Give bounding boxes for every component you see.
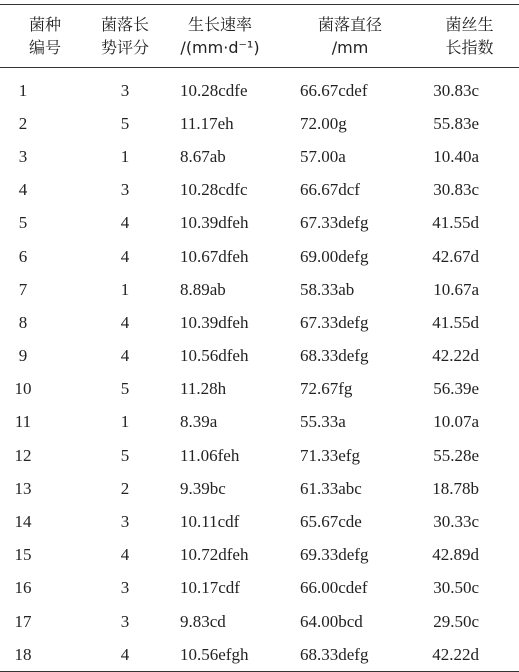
header-colony-diameter xyxy=(280,5,420,68)
cell-growth-index: 18.78b xyxy=(432,478,479,498)
cell-strain-number: 17 xyxy=(14,611,32,631)
header-line: 编号 xyxy=(28,38,61,57)
header-line: 菌种 xyxy=(28,15,61,34)
cell-growth-rate: 8.89ab xyxy=(180,279,226,299)
header-mycelial-growth-index xyxy=(420,5,519,68)
table-row xyxy=(0,539,519,572)
cell-vigor-score: 5 xyxy=(120,379,130,399)
cell-vigor-score: 2 xyxy=(120,478,130,498)
cell-growth-rate: 11.06feh xyxy=(180,445,240,465)
cell-vigor-score: 1 xyxy=(120,279,130,299)
cell-colony-diameter: 66.67dcf xyxy=(300,180,360,200)
cell-growth-rate: 10.39dfeh xyxy=(180,213,249,233)
table-row xyxy=(0,605,519,638)
cell-growth-rate: 10.39dfeh xyxy=(180,312,249,332)
cell-colony-diameter: 67.33defg xyxy=(300,213,369,233)
cell-growth-rate: 10.56dfeh xyxy=(180,346,249,366)
header-line: /mm xyxy=(331,38,369,57)
cell-strain-number: 1 xyxy=(18,80,28,100)
cell-strain-number: 9 xyxy=(18,346,28,366)
cell-colony-diameter: 71.33efg xyxy=(300,445,360,465)
cell-colony-diameter: 72.00g xyxy=(300,113,347,133)
table-row xyxy=(0,373,519,406)
table-row xyxy=(0,505,519,538)
cell-colony-diameter: 58.33ab xyxy=(300,279,355,299)
cell-growth-rate: 10.11cdf xyxy=(180,512,240,532)
cell-colony-diameter: 66.00cdef xyxy=(300,578,368,598)
cell-growth-index: 30.83c xyxy=(433,80,479,100)
cell-growth-index: 30.83c xyxy=(433,180,479,200)
table-row xyxy=(0,306,519,339)
cell-growth-rate: 10.72dfeh xyxy=(180,545,249,565)
cell-growth-rate: 10.28cdfc xyxy=(180,180,248,200)
cell-colony-diameter: 68.33defg xyxy=(300,346,369,366)
cell-growth-index: 10.07a xyxy=(433,412,479,432)
cell-strain-number: 5 xyxy=(18,213,28,233)
cell-vigor-score: 4 xyxy=(120,213,130,233)
cell-growth-index: 29.50c xyxy=(433,611,479,631)
table-row xyxy=(0,240,519,273)
cell-growth-rate: 10.17cdf xyxy=(180,578,240,598)
cell-strain-number: 13 xyxy=(14,478,32,498)
header-line: 菌落直径 xyxy=(317,15,382,34)
table-row xyxy=(0,273,519,306)
cell-colony-diameter: 68.33defg xyxy=(280,638,420,672)
cell-growth-rate: 10.56efgh xyxy=(160,638,280,672)
header-line: 生长速率 xyxy=(187,15,252,34)
table-row xyxy=(0,406,519,439)
cell-strain-number: 14 xyxy=(14,512,32,532)
header-line: 势评分 xyxy=(100,38,149,57)
cell-growth-index: 41.55d xyxy=(432,312,479,332)
table-row xyxy=(0,140,519,173)
cell-growth-index: 41.55d xyxy=(432,213,479,233)
table-header xyxy=(0,5,519,68)
cell-strain-number: 4 xyxy=(18,180,28,200)
table-row xyxy=(0,472,519,505)
cell-strain-number: 15 xyxy=(14,545,32,565)
cell-vigor-score: 5 xyxy=(120,113,130,133)
cell-strain-number: 11 xyxy=(14,412,32,432)
table-row xyxy=(0,68,519,108)
cell-strain-number: 2 xyxy=(18,113,28,133)
cell-colony-diameter: 61.33abc xyxy=(300,478,362,498)
cell-growth-index: 30.33c xyxy=(433,512,479,532)
cell-colony-diameter: 65.67cde xyxy=(300,512,362,532)
cell-growth-index: 42.22d xyxy=(432,346,479,366)
cell-colony-diameter: 64.00bcd xyxy=(300,611,363,631)
cell-growth-rate: 9.39bc xyxy=(180,478,226,498)
cell-colony-diameter: 72.67fg xyxy=(300,379,353,399)
cell-colony-diameter: 69.00defg xyxy=(300,246,369,266)
header-colony-vigor-score xyxy=(90,5,160,68)
header-line: 长指数 xyxy=(445,38,494,57)
strain-growth-table xyxy=(0,4,519,672)
cell-vigor-score: 4 xyxy=(120,246,130,266)
header-row xyxy=(0,5,519,68)
cell-strain-number: 6 xyxy=(18,246,28,266)
cell-growth-rate: 10.28cdfe xyxy=(180,80,248,100)
table-row xyxy=(0,174,519,207)
table-row xyxy=(0,207,519,240)
cell-vigor-score: 1 xyxy=(120,146,130,166)
cell-colony-diameter: 66.67cdef xyxy=(300,80,368,100)
cell-growth-rate: 11.17eh xyxy=(180,113,234,133)
cell-growth-rate: 8.39a xyxy=(180,412,218,432)
cell-growth-index: 56.39e xyxy=(433,379,479,399)
cell-growth-index: 30.50c xyxy=(433,578,479,598)
cell-vigor-score: 4 xyxy=(120,312,130,332)
cell-growth-index: 42.67d xyxy=(432,246,479,266)
cell-growth-index: 42.89d xyxy=(432,545,479,565)
cell-growth-rate: 8.67ab xyxy=(180,146,226,166)
cell-vigor-score: 4 xyxy=(120,545,130,565)
cell-strain-number: 16 xyxy=(14,578,32,598)
table-row xyxy=(0,107,519,140)
cell-strain-number: 10 xyxy=(14,379,32,399)
cell-growth-index: 42.22d xyxy=(420,638,519,672)
cell-vigor-score: 4 xyxy=(90,638,160,672)
cell-growth-index: 10.67a xyxy=(433,279,479,299)
cell-colony-diameter: 55.33a xyxy=(300,412,346,432)
table-body xyxy=(0,68,519,672)
table-row xyxy=(0,572,519,605)
cell-colony-diameter: 67.33defg xyxy=(300,312,369,332)
cell-growth-index: 55.83e xyxy=(433,113,479,133)
cell-growth-index: 10.40a xyxy=(433,146,479,166)
cell-strain-number: 12 xyxy=(14,445,32,465)
cell-colony-diameter: 57.00a xyxy=(300,146,346,166)
cell-growth-rate: 9.83cd xyxy=(180,611,226,631)
cell-strain-number: 18 xyxy=(0,638,90,672)
cell-strain-number: 3 xyxy=(18,146,28,166)
table-row xyxy=(0,439,519,472)
cell-vigor-score: 3 xyxy=(120,180,130,200)
cell-vigor-score: 3 xyxy=(120,512,130,532)
header-line: 菌丝生 xyxy=(445,15,494,34)
cell-growth-index: 55.28e xyxy=(433,445,479,465)
header-strain-number xyxy=(0,5,90,68)
cell-vigor-score: 5 xyxy=(120,445,130,465)
cell-vigor-score: 3 xyxy=(120,611,130,631)
cell-vigor-score: 1 xyxy=(120,412,130,432)
cell-colony-diameter: 69.33defg xyxy=(300,545,369,565)
header-line: /(mm·d⁻¹) xyxy=(180,38,260,57)
cell-strain-number: 8 xyxy=(18,312,28,332)
table-row xyxy=(0,340,519,373)
header-line: 菌落长 xyxy=(100,15,149,34)
header-growth-rate xyxy=(160,5,280,68)
cell-vigor-score: 3 xyxy=(120,578,130,598)
cell-strain-number: 7 xyxy=(18,279,28,299)
cell-vigor-score: 4 xyxy=(120,346,130,366)
cell-growth-rate: 10.67dfeh xyxy=(180,246,249,266)
cell-growth-rate: 11.28h xyxy=(180,379,227,399)
cell-vigor-score: 3 xyxy=(120,80,130,100)
